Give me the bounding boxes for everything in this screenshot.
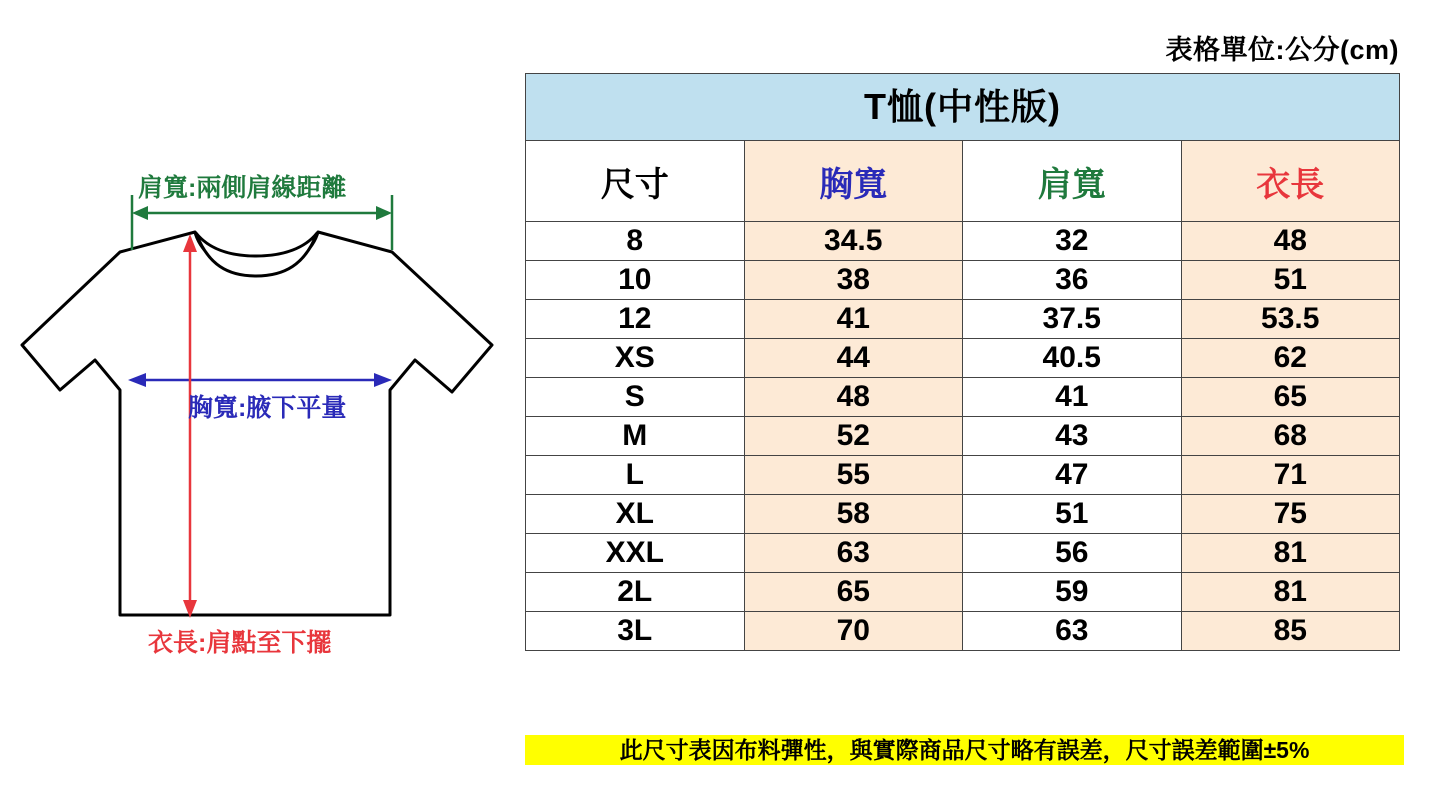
cell-shoulder: 32 (963, 222, 1182, 261)
header-size: 尺寸 (526, 141, 745, 222)
cell-size: 8 (526, 222, 745, 261)
table-row (526, 261, 1400, 300)
cell-length: 48 (1181, 222, 1400, 261)
chest-measure-label: 胸寬:腋下平量 (188, 394, 347, 422)
cell-length: 68 (1181, 417, 1400, 456)
cell-size: 10 (526, 261, 745, 300)
cell-size: 2L (526, 573, 745, 612)
measurement-diagram (0, 0, 520, 801)
table-row (526, 612, 1400, 651)
cell-size: XL (526, 495, 745, 534)
cell-size: S (526, 378, 745, 417)
cell-chest: 52 (744, 417, 963, 456)
header-chest-width: 胸寬 (744, 141, 963, 222)
cell-shoulder: 36 (963, 261, 1182, 300)
cell-size: XS (526, 339, 745, 378)
header-body-length: 衣長 (1181, 141, 1400, 222)
shoulder-measure-label: 肩寬:兩側肩線距離 (138, 174, 347, 202)
cell-shoulder: 56 (963, 534, 1182, 573)
cell-length: 81 (1181, 573, 1400, 612)
cell-chest: 41 (744, 300, 963, 339)
unit-note: 表格單位:公分(cm) (1165, 35, 1399, 65)
cell-chest: 58 (744, 495, 963, 534)
size-table (525, 73, 1400, 651)
header-shoulder-width: 肩寬 (963, 141, 1182, 222)
cell-chest: 63 (744, 534, 963, 573)
cell-chest: 65 (744, 573, 963, 612)
table-title: T恤(中性版) (526, 74, 1400, 141)
table-row (526, 456, 1400, 495)
cell-chest: 38 (744, 261, 963, 300)
cell-length: 51 (1181, 261, 1400, 300)
cell-chest: 70 (744, 612, 963, 651)
cell-size: XXL (526, 534, 745, 573)
table-row (526, 573, 1400, 612)
cell-shoulder: 40.5 (963, 339, 1182, 378)
cell-size: L (526, 456, 745, 495)
cell-chest: 34.5 (744, 222, 963, 261)
cell-shoulder: 51 (963, 495, 1182, 534)
table-body (526, 222, 1400, 651)
cell-shoulder: 37.5 (963, 300, 1182, 339)
table-row (526, 378, 1400, 417)
cell-chest: 55 (744, 456, 963, 495)
disclaimer-note: 此尺寸表因布料彈性，與實際商品尺寸略有誤差，尺寸誤差範圍±5% (525, 735, 1404, 765)
cell-length: 71 (1181, 456, 1400, 495)
cell-length: 65 (1181, 378, 1400, 417)
size-table-container (525, 73, 1400, 651)
cell-length: 75 (1181, 495, 1400, 534)
table-row (526, 495, 1400, 534)
table-title-row (526, 74, 1400, 141)
cell-length: 85 (1181, 612, 1400, 651)
table-row (526, 300, 1400, 339)
cell-size: M (526, 417, 745, 456)
cell-size: 12 (526, 300, 745, 339)
cell-shoulder: 43 (963, 417, 1182, 456)
cell-shoulder: 59 (963, 573, 1182, 612)
cell-length: 62 (1181, 339, 1400, 378)
cell-length: 53.5 (1181, 300, 1400, 339)
cell-shoulder: 63 (963, 612, 1182, 651)
length-measure-label: 衣長:肩點至下擺 (148, 629, 332, 657)
table-row (526, 534, 1400, 573)
table-row (526, 417, 1400, 456)
table-row (526, 222, 1400, 261)
table-header-row (526, 141, 1400, 222)
cell-length: 81 (1181, 534, 1400, 573)
table-row (526, 339, 1400, 378)
cell-chest: 48 (744, 378, 963, 417)
cell-chest: 44 (744, 339, 963, 378)
cell-size: 3L (526, 612, 745, 651)
cell-shoulder: 41 (963, 378, 1182, 417)
cell-shoulder: 47 (963, 456, 1182, 495)
